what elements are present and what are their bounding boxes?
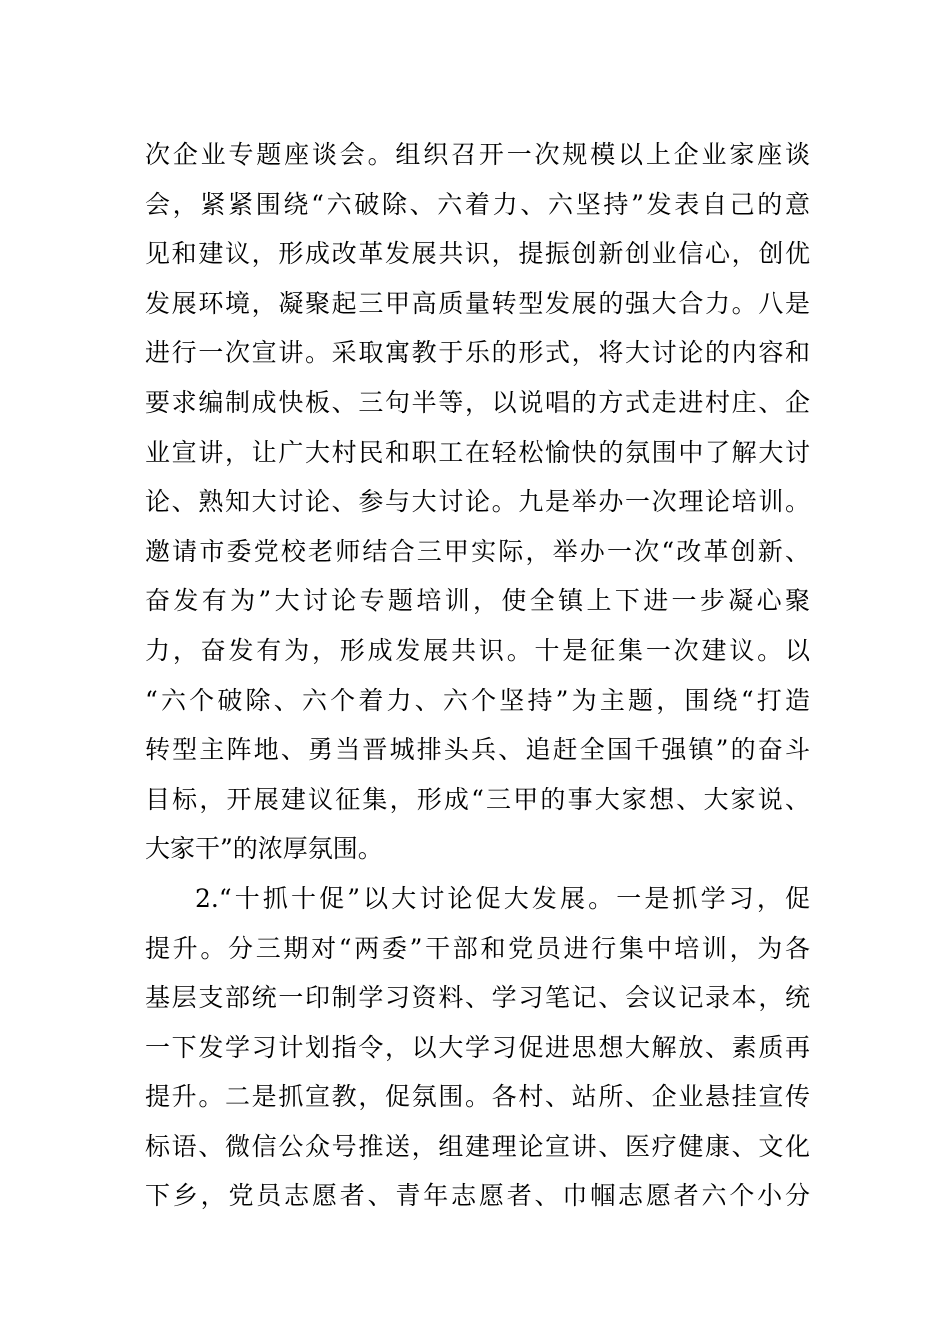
text-line: 会，紧紧围绕“六破除、六着力、六坚持”发表自己的意	[145, 189, 810, 219]
body-text	[145, 130, 810, 1221]
paragraph-end-line: 大家干”的浓厚氛围。	[145, 834, 383, 864]
text-line: 见和建议，形成改革发展共识，提振创新创业信心，创优	[145, 239, 810, 269]
text-line: 进行一次宣讲。采取寓教于乐的形式，将大讨论的内容和	[145, 338, 810, 368]
text-line: 要求编制成快板、三句半等，以说唱的方式走进村庄、企	[145, 387, 810, 417]
text-line: 提升。分三期对“两委”干部和党员进行集中培训，为各	[145, 933, 810, 963]
text-line: 奋发有为”大讨论专题培训，使全镇上下进一步凝心聚	[145, 586, 810, 616]
text-line: 目标，开展建议征集，形成“三甲的事大家想、大家说、	[145, 784, 810, 814]
text-line: 一下发学习计划指令，以大学习促进思想大解放、素质再	[145, 1032, 810, 1062]
text-line: 邀请市委党校老师结合三甲实际，举办一次“改革创新、	[145, 536, 810, 566]
text-line: 转型主阵地、勇当晋城排头兵、追赶全国千强镇”的奋斗	[145, 735, 810, 765]
section-heading-line: 2.“十抓十促”以大讨论促大发展。一是抓学习，促	[195, 883, 810, 913]
text-line: 业宣讲，让广大村民和职工在轻松愉快的氛围中了解大讨	[145, 437, 810, 467]
text-line: 发展环境，凝聚起三甲高质量转型发展的强大合力。八是	[145, 288, 810, 318]
text-line: 提升。二是抓宣教，促氛围。各村、站所、企业悬挂宣传	[145, 1082, 810, 1112]
text-line: 基层支部统一印制学习资料、学习笔记、会议记录本，统	[145, 983, 810, 1013]
text-line: “六个破除、六个着力、六个坚持”为主题，围绕“打造	[145, 685, 810, 715]
text-line: 次企业专题座谈会。组织召开一次规模以上企业家座谈	[145, 140, 810, 169]
text-line: 标语、微信公众号推送，组建理论宣讲、医疗健康、文化	[145, 1131, 810, 1161]
text-line: 力，奋发有为，形成发展共识。十是征集一次建议。以	[145, 635, 810, 665]
text-line: 下乡，党员志愿者、青年志愿者、巾帼志愿者六个小分	[145, 1181, 810, 1211]
text-line: 论、熟知大讨论、参与大讨论。九是举办一次理论培训。	[145, 487, 810, 517]
